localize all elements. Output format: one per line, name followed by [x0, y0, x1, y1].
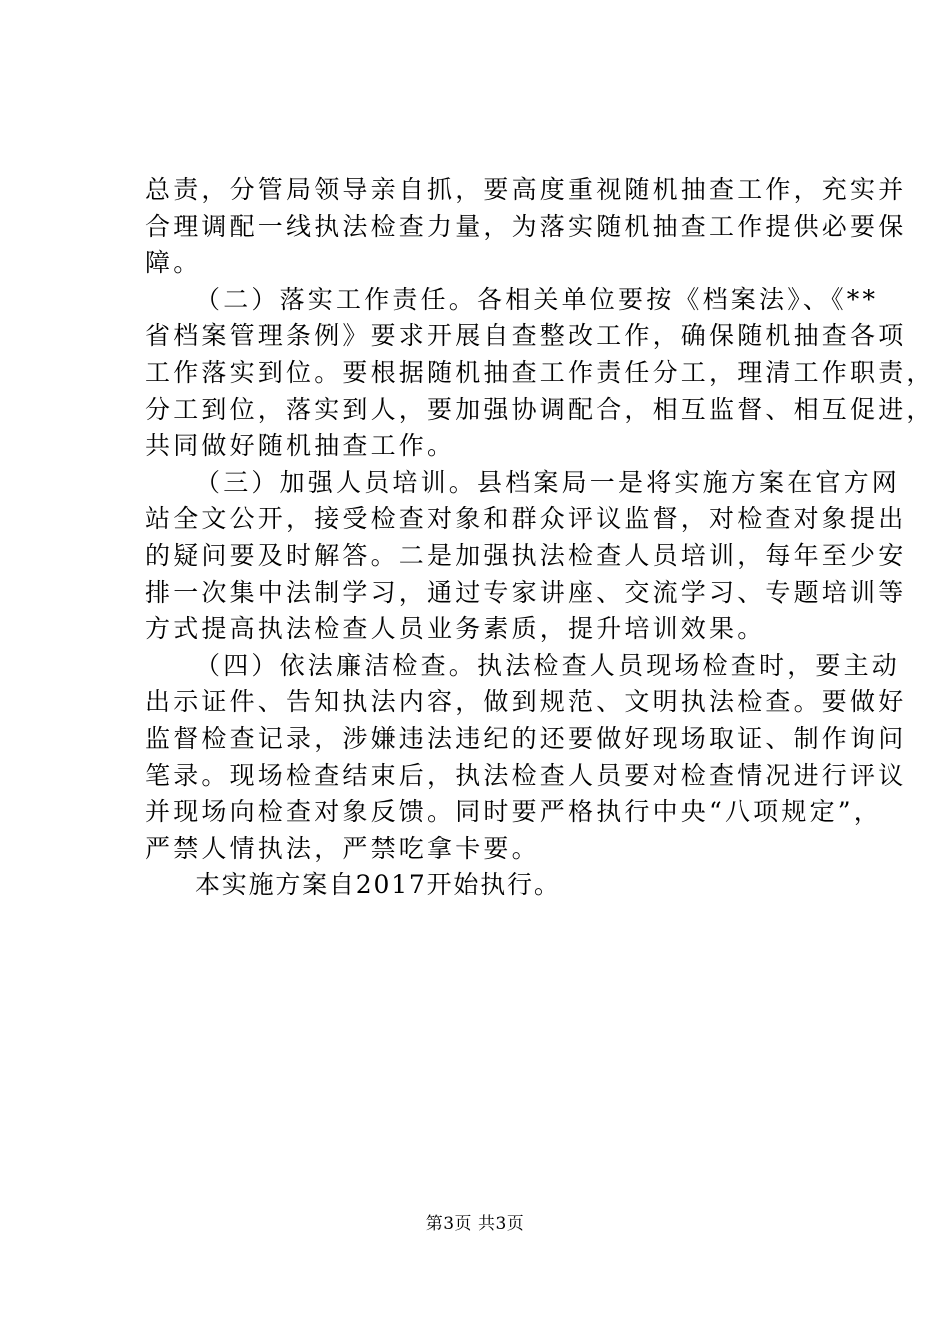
- text-line: 省档案管理条例》要求开展自查整改工作，确保随机抽查各项: [145, 321, 907, 351]
- text-line: 方式提高执法检查人员业务素质，提升培训效果。: [145, 614, 766, 644]
- text-line: 分工到位，落实到人，要加强协调配合，相互监督、相互促进，: [145, 394, 935, 424]
- page-number: 第3页 共3页: [425, 1214, 525, 1234]
- text-line: 障。: [145, 248, 202, 278]
- text-line: 的疑问要及时解答。二是加强执法检查人员培训，每年至少安: [145, 540, 907, 570]
- text-line: 并现场向检查对象反馈。同时要严格执行中央“八项规定”，: [145, 797, 882, 827]
- section-heading-line: （三）加强人员培训。县档案局一是将实施方案在官方网: [195, 467, 901, 497]
- text-line: 总责，分管局领导亲自抓，要高度重视随机抽查工作，充实并: [145, 175, 907, 204]
- text-line: 工作落实到位。要根据随机抽查工作责任分工，理清工作职责，: [145, 357, 935, 387]
- text-line: 排一次集中法制学习，通过专家讲座、交流学习、专题培训等: [145, 577, 907, 607]
- text-line: 严禁人情执法，严禁吃拿卡要。: [145, 833, 540, 863]
- text-line: 站全文公开，接受检查对象和群众评议监督，对检查对象提出: [145, 504, 907, 534]
- document-body: [145, 172, 935, 904]
- text-line: 合理调配一线执法检查力量，为落实随机抽查工作提供必要保: [145, 211, 907, 241]
- text-line: 监督检查记录，涉嫌违法违纪的还要做好现场取证、制作询问: [145, 723, 907, 753]
- text-line: 共同做好随机抽查工作。: [145, 431, 456, 461]
- section-heading-line: （四）依法廉洁检查。执法检查人员现场检查时，要主动: [195, 650, 901, 680]
- closing-line: 本实施方案自2017开始执行。: [195, 870, 561, 900]
- page-footer: [0, 1213, 950, 1235]
- section-heading-line: （二）落实工作责任。各相关单位要按《档案法》、《**: [195, 284, 879, 314]
- text-line: 笔录。现场检查结束后，执法检查人员要对检查情况进行评议: [145, 760, 907, 790]
- text-line: 出示证件、告知执法内容，做到规范、文明执法检查。要做好: [145, 687, 907, 717]
